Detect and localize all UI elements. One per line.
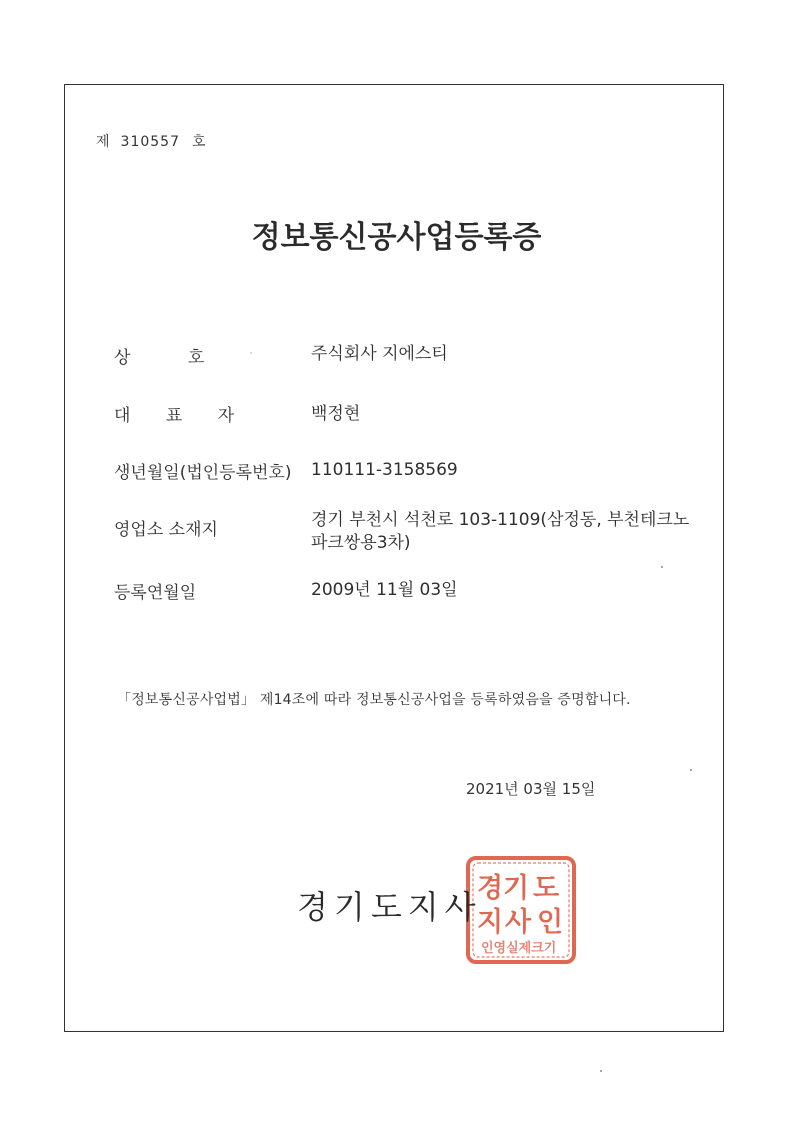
field-label-registration-date: 등록연월일 [114, 583, 197, 603]
issuer-name: 경기도지사 [297, 888, 482, 926]
scan-speck [600, 1070, 602, 1072]
certification-statement: 「정보통신공사업법」 제14조에 따라 정보통신공사업을 등록하였음을 증명합니다. [117, 692, 631, 708]
field-value-business-address: 경기 부천시 석천로 103-1109(삼정동, 부천테크노파크쌍용3차) [311, 510, 690, 553]
field-label-company-name: 상 호 [114, 348, 231, 368]
certificate-number-value: 310557 [120, 134, 180, 150]
svg-text:경: 경 [477, 873, 504, 904]
svg-text:사: 사 [505, 907, 532, 938]
scan-speck [690, 769, 692, 771]
official-seal [465, 855, 577, 965]
certificate-number-prefix: 제 [96, 134, 111, 150]
certificate-title: 정보통신공사업등록증 [251, 220, 542, 255]
scan-speck [661, 566, 663, 568]
field-label-representative: 대 표 자 [114, 406, 250, 426]
scan-speck [250, 352, 252, 354]
issue-date: 2021년 03월 15일 [466, 780, 596, 798]
field-value-registration-number: 110111-3158569 [311, 460, 458, 480]
svg-text:인영실제크기: 인영실제크기 [481, 941, 557, 956]
svg-text:도: 도 [533, 873, 560, 904]
certificate-number-suffix: 호 [191, 134, 207, 150]
svg-text:기: 기 [503, 873, 530, 904]
field-label-registration-number: 생년월일(법인등록번호) [114, 463, 292, 483]
svg-text:인: 인 [537, 907, 564, 938]
field-label-business-address: 영업소 소재지 [114, 520, 218, 540]
svg-text:지: 지 [477, 907, 504, 938]
field-value-company-name: 주식회사 지에스티 [311, 344, 448, 364]
field-value-representative: 백정현 [311, 404, 361, 424]
certificate-number [96, 131, 207, 151]
field-value-registration-date: 2009년 11월 03일 [311, 580, 458, 600]
